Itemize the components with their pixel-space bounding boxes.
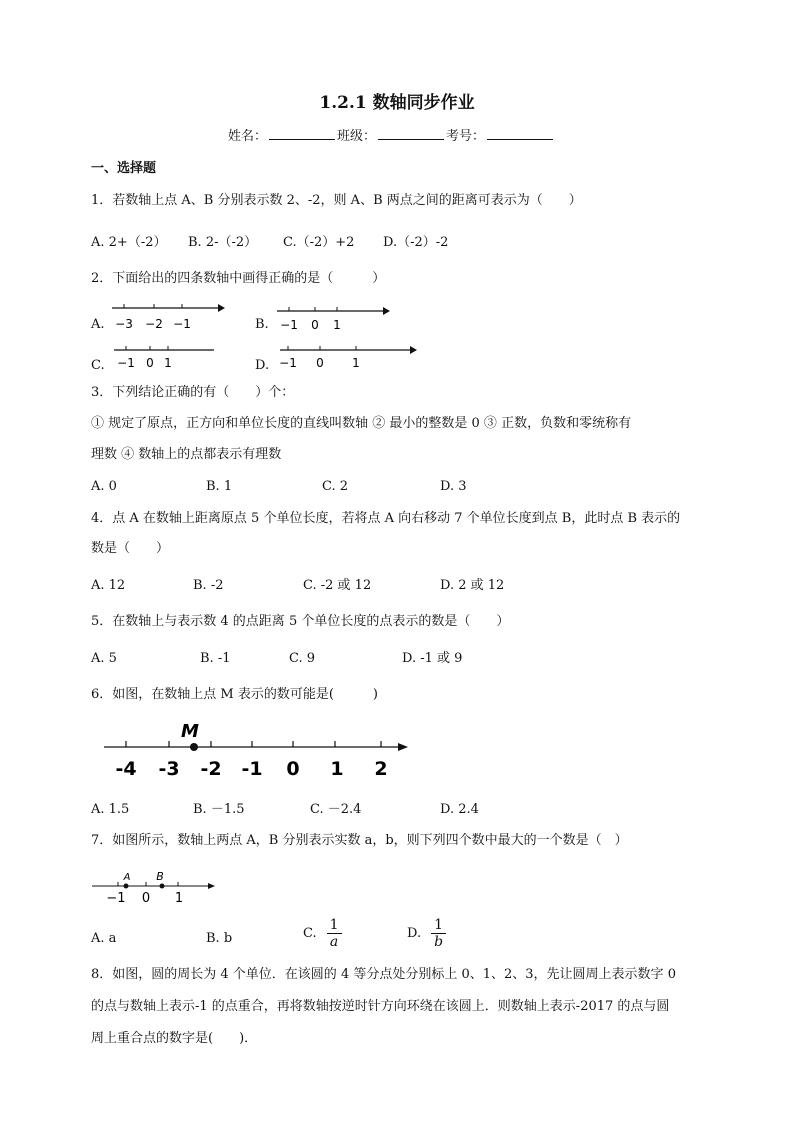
q4-stem-line1: 4．点 A 在数轴上距离原点 5 个单位长度，若将点 A 向右移动 7 个单位长度到点 B，此时点 B 表示的 <box>91 511 681 526</box>
q2-axis-d <box>278 343 423 373</box>
q2c-label-2: 0 <box>146 356 154 370</box>
q4-stem-line2: 数是（ ） <box>91 541 170 556</box>
id-blank[interactable] <box>487 127 553 140</box>
q2b-label-3: 1 <box>333 318 341 332</box>
student-info <box>228 125 555 144</box>
q6-option-a: A. 1.5 <box>91 802 130 817</box>
q3-statements-line1: ① 规定了原点，正方向和单位长度的直线叫数轴 ② 最小的整数是 0 ③ 正数，负数和零统称有 <box>91 416 632 431</box>
q2c-label-1: −1 <box>117 356 135 370</box>
q7-option-b: B. b <box>206 931 233 946</box>
q4-option-b: B. -2 <box>193 578 224 593</box>
q7-option-c-letter: C. <box>303 925 317 941</box>
q8-line2: 的点与数轴上表示-1 的点重合，再将数轴按逆时针方向环绕在该圆上．则数轴上表示-2017 的点与圆 <box>91 999 670 1014</box>
q7-point-b-label: B <box>156 870 164 883</box>
q2-stem: 2．下面给出的四条数轴中画得正确的是（ ） <box>91 271 386 286</box>
q2-letter-a: A. <box>91 317 105 332</box>
q2-letter-b: B. <box>255 317 269 332</box>
q7-fraction-1-over-b <box>431 917 446 950</box>
q1-option-b: B. 2-（-2） <box>188 235 258 250</box>
q1-option-a: A. 2+（-2） <box>91 235 167 250</box>
section-heading: 一、选择题 <box>91 161 157 176</box>
q4-option-c: C. -2 或 12 <box>303 578 372 593</box>
q6-option-b: B. －1.5 <box>193 802 245 817</box>
q8-line3: 周上重合点的数字是( )． <box>91 1031 258 1046</box>
q3-option-b: B. 1 <box>206 479 233 494</box>
q5-option-a: A. 5 <box>91 651 117 666</box>
q3-stem: 3．下列结论正确的有（ ）个： <box>91 385 295 400</box>
q2a-label-1: −3 <box>115 317 133 331</box>
q3-option-c: C. 2 <box>322 479 349 494</box>
name-blank[interactable] <box>269 127 335 140</box>
name-label: 姓名： <box>228 129 268 144</box>
q2-axis-c <box>110 344 220 374</box>
q6-tick-label: -1 <box>241 758 263 780</box>
q2b-label-1: −1 <box>280 318 298 332</box>
q6-point-m <box>190 743 198 751</box>
q6-option-c: C. －2.4 <box>310 802 362 817</box>
q1-stem: 1．若数轴上点 A、B 分别表示数 2、-2，则 A、B 两点之间的距离可表示为（ ） <box>91 193 582 208</box>
q2-axis-a <box>108 300 228 334</box>
fraction-denominator: b <box>434 934 444 950</box>
q2d-label-1: −1 <box>279 356 297 370</box>
q6-tick-label: 1 <box>330 758 344 780</box>
q6-tick-label: -2 <box>200 758 222 780</box>
q1-option-d: D.（-2）-2 <box>383 235 449 250</box>
q7-point-b <box>160 884 165 889</box>
q7-option-c <box>303 917 342 950</box>
q7-stem: 7．如图所示，数轴上两点 A，B 分别表示实数 a，b，则下列四个数中最大的一个数是（ ） <box>91 833 628 848</box>
fraction-denominator: a <box>329 934 339 950</box>
q5-option-d: D. -1 或 9 <box>402 651 463 666</box>
q6-number-line <box>100 717 415 783</box>
class-blank[interactable] <box>378 127 444 140</box>
fraction-numerator: 1 <box>327 917 342 934</box>
q2b-label-2: 0 <box>311 318 319 332</box>
q2d-label-3: 1 <box>352 356 360 370</box>
q6-tick-label: -3 <box>158 758 180 780</box>
q7-fraction-1-over-a <box>327 917 342 950</box>
q6-tick-label: -4 <box>115 758 137 780</box>
q8-line1: 8．如图，圆的周长为 4 个单位．在该圆的 4 等分点处分别标上 0、1、2、3，先让圆周上表示数字 0 <box>91 967 676 982</box>
q2-axis-b <box>275 303 395 335</box>
q6-stem: 6．如图，在数轴上点 M 表示的数可能是( ) <box>91 687 378 702</box>
class-label: 班级： <box>337 129 377 144</box>
q2c-label-3: 1 <box>164 356 172 370</box>
q1-option-c: C.（-2）+2 <box>283 235 355 250</box>
q5-option-c: C. 9 <box>289 651 316 666</box>
q6-option-d: D. 2.4 <box>440 802 479 817</box>
q2a-label-3: −1 <box>173 317 191 331</box>
q7-option-d-letter: D. <box>407 925 422 941</box>
q3-option-a: A. 0 <box>91 479 117 494</box>
id-label: 考号： <box>446 129 486 144</box>
q3-statements-line2: 理数 ④ 数轴上的点都表示有理数 <box>91 447 282 462</box>
q6-point-m-label: M <box>181 721 199 742</box>
q7-tick-label: 1 <box>174 891 184 906</box>
q6-tick-label: 2 <box>374 758 388 780</box>
q7-option-a: A. a <box>91 931 117 946</box>
q7-point-a <box>124 884 129 889</box>
q7-option-d <box>407 917 446 950</box>
q7-tick-label: −1 <box>106 891 126 906</box>
q4-option-d: D. 2 或 12 <box>440 578 505 593</box>
q5-option-b: B. -1 <box>200 651 231 666</box>
page-title: 1.2.1 数轴同步作业 <box>319 93 475 113</box>
q2-letter-c: C. <box>91 358 105 373</box>
q7-point-a-label: A <box>123 872 131 883</box>
q6-tick-label: 0 <box>286 758 300 780</box>
q3-option-d: D. 3 <box>440 479 467 494</box>
q2-letter-d: D. <box>255 358 270 373</box>
q7-tick-label: 0 <box>141 891 151 906</box>
q4-option-a: A. 12 <box>91 578 126 593</box>
q2a-label-2: −2 <box>145 317 163 331</box>
q2d-label-2: 0 <box>316 356 324 370</box>
q5-stem: 5．在数轴上与表示数 4 的点距离 5 个单位长度的点表示的数是（ ） <box>91 614 510 629</box>
q7-number-line <box>90 866 222 906</box>
fraction-numerator: 1 <box>431 917 446 934</box>
